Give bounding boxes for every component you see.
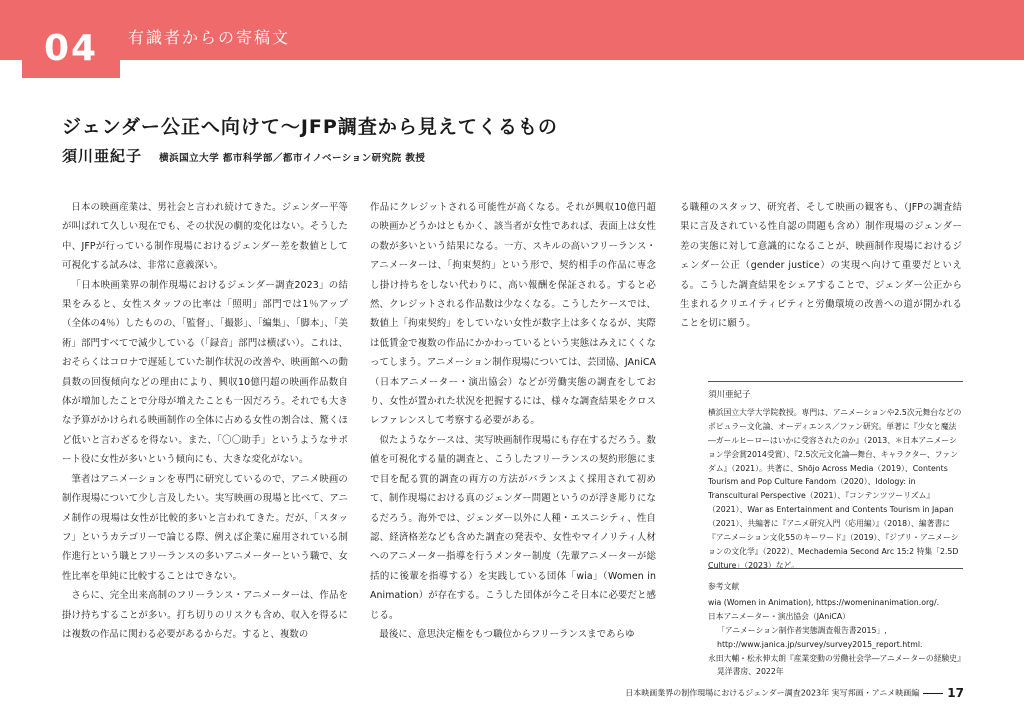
page-number: 17 — [947, 686, 964, 700]
article-title: ジェンダー公正へ向けて〜JFP調査から見えてくるもの — [62, 116, 558, 138]
body-column-3 — [680, 198, 962, 334]
divider — [708, 568, 963, 569]
paragraph: 日本の映画産業は、男社会と言われ続けてきた。ジェンダー平等が叫ばれて久しい現在でも、その状況の劇的変化はない。そうした中、JFPが行っている制作現場におけるジェンダー差を数値として可視化する試みは、非常に意義深い。 — [62, 202, 348, 272]
paragraph: 作品にクレジットされる可能性が高くなる。それが興収10億円超の映画かどうかはともかく、該当者が女性であれば、表面上は女性の数が多いという結果になる。一方、スキルの高いフリーランス・アニメーターは、「拘束契約」という形で、契約相手の作品に専念し掛け持ちをしない代わりに、高い報酬を保証される。すると必然、クレジットされる作品数は少なくなる。こうしたケースでは、数値上「拘束契約」をしていない女性が数字上は多くなるが、実際は低賃金で複数の作品にかかわっているという実態はみえにくくなってしまう。アニメーション制作現場については、芸団協、JAniCA（日本アニメーター・演出協会）などが労働実態の調査をしており、女性が置かれた状況を把握するには、様々な調査結果をクロスレファレンスして考察する必要がある。 — [370, 202, 656, 427]
paragraph: 最後に、意思決定権をもつ職位からフリーランスまであらゆ — [379, 628, 635, 640]
reference-line: 「アニメーション制作者実態調査報告書2015」, — [717, 625, 887, 635]
reference-line: 日本アニメーター・演出協会（JAniCA） — [708, 611, 850, 621]
reference-line: 晃洋書房、2022年 — [717, 667, 784, 677]
chapter-number-box — [22, 20, 120, 78]
paragraph: る職種のスタッフ、研究者、そして映画の観客も、（JFPの調査結果に言及されている性自認の問題も含め）制作現場のジェンダー差の実態に対して意識的になることが、映画制作現場におけるジェンダー公正（gender justice）の実現へ向けて重要だといえる。こうした調査結果をシェアすることで、ジェンダー公正から生まれるクリエイティビティと労働環境の改善への道が開かれることを切に願う。 — [680, 202, 962, 330]
bio-name: 須川亜紀子 — [708, 390, 751, 400]
body-column-2 — [370, 198, 656, 644]
references-heading: 参考文献 — [708, 582, 740, 591]
section-label: 有識者からの寄稿文 — [128, 28, 291, 47]
reference-line: 永田大輔・松永伸太朗『産業変動の労働社会学―アニメーターの経験史』 — [708, 653, 965, 663]
reference-line: http://www.janica.jp/survey/survey2015_report.html. — [717, 639, 923, 649]
author-line — [62, 145, 425, 167]
author-affiliation: 横浜国立大学 都市科学部／都市イノベーション研究院 教授 — [159, 153, 426, 164]
chapter-number: 04 — [43, 28, 99, 69]
paragraph: 筆者はアニメーションを専門に研究しているので、アニメ映画の制作現場について少し言及したい。実写映画の現場と比べて、アニメ制作の現場は女性が比較的多いと言われてきた。だが、「スタッフ」というカテゴリーで論じる際、例えば企業に雇用されている制作進行という職とフリーランスの多いアニメーターという職で、女性比率を単純に比較することはできない。 — [62, 473, 348, 582]
footer-dash — [923, 693, 943, 694]
footer-text: 日本映画業界の制作現場におけるジェンダー調査2023年 実写邦画・アニメ映画編 — [625, 688, 920, 698]
paragraph: 似たようなケースは、実写映画制作現場にも存在するだろう。数値を可視化する量的調査と、こうしたフリーランスの契約形態にまで目を配る質的調査の両方の方法がバランスよく採用されて初めて、制作現場における真のジェンダー問題というのが浮き彫りになるだろう。海外では、ジェンダー以外に人種・エスニシティ、性自認、経済格差なども含めた調査の発表や、女性やマイノリティ人材へのアニメーター指導を行うメンター制度（先輩アニメーターが総括的に後輩を指導する）を実践している団体「wia」（Women in Animation）が存在する。こうした団体が今こそ日本に必要だと感じる。 — [370, 434, 656, 621]
page-footer — [625, 686, 964, 701]
references — [708, 580, 970, 679]
bio-text: 横浜国立大学大学院教授。専門は、アニメーションや2.5次元舞台などのポピュラー文化論、オーディエンス／ファン研究。単著に『少女と魔法―ガールヒーローはいかに受容されたのか』（2013、＊日本アニメーション学会賞2014受賞）、『2.5次元文化論―舞台、キャラクター、ファンダム』（2021）。共著に、Shōjo Across Media（2019）、Contents Tourism and Pop Culture Fandom（2020）、Idology: in Transcultural Perspective（2021）、『コンテンツツーリズム』（2021）、War as Entertainment and Contents Tourism in Japan（2021）、共編著に『アニメ研究入門（応用編）』（2018）、編著書に『アニメーション文化55のキーワード』（2019）、『ジブリ・アニメーションの文化学』（2022）、Mechademia Second Arc 15:2 特集「2.5D Culture」（2023）など。 — [708, 407, 962, 570]
author-name: 須川亜紀子 — [62, 147, 143, 165]
author-bio — [708, 389, 963, 573]
body-column-1 — [62, 198, 348, 644]
reference-line: wia (Women in Animation), https://womeninanimation.org/. — [708, 597, 940, 607]
paragraph: さらに、完全出来高制のフリーランス・アニメーターは、作品を掛け持ちすることが多い。打ち切りのリスクも含め、収入を得るには複数の作品に関わる必要があるからだ。すると、複数の — [62, 590, 348, 640]
paragraph: 「日本映画業界の制作現場におけるジェンダー調査2023」の結果をみると、女性スタッフの比率は「照明」部門では1％アップ（全体の4％）したものの、「監督」、「撮影」、「編集」、「脚本」、「美術」部門すべてで減少している（「録音」部門は横ばい）。これは、おそらくはコロナで遅延していた制作状況の改善や、映画館への動員数の回復傾向などの理由により、興収10億円超の映画作品数自体が増加したことで分母が増えたことも一因だろう。それでも大きな予算がかけられる映画制作の全体に占める女性の割合は、驚くほど低いと言わざるを得ない。また、「〇〇助手」というようなサポート役に女性が多いという傾向にも、大きな変化がない。 — [62, 279, 348, 466]
divider — [708, 381, 963, 382]
